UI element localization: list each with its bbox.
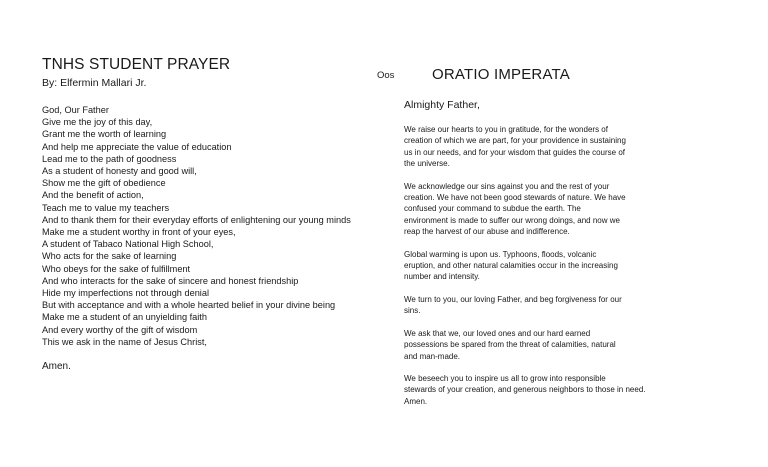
prayer-line: Grant me the worth of learning [42, 129, 167, 140]
prayer-line: But with acceptance and with a whole hearted belief in your divine being [42, 300, 336, 311]
student-prayer-byline: By: Elfermin Mallari Jr. [42, 77, 147, 89]
paragraph-line: number and intensity. [404, 272, 480, 282]
prayer-line: Make me a student worthy in front of your eyes, [42, 227, 236, 238]
oratio-paragraph [404, 181, 704, 238]
prayer-line: And who interacts for the sake of sincere and honest friendship [42, 275, 299, 286]
prayer-line: And the benefit of action, [42, 190, 144, 201]
prayer-line: Give me the joy of this day, [42, 117, 153, 128]
paragraph-line: We beseech you to inspire us all to grow into responsible [404, 373, 606, 383]
oratio-paragraph [404, 328, 704, 362]
paragraph-line: We turn to you, our loving Father, and beg forgiveness for our [404, 294, 622, 304]
oratio-greeting: Almighty Father, [404, 99, 480, 111]
student-prayer-title: TNHS STUDENT PRAYER [42, 56, 231, 73]
student-prayer-amen: Amen. [42, 361, 71, 373]
student-prayer-column [42, 56, 372, 372]
paragraph-line: We ask that we, our loved ones and our hard earned [404, 328, 591, 338]
paragraph-line: sins. [404, 306, 421, 316]
prayer-line: Teach me to value my teachers [42, 202, 170, 213]
oratio-paragraph [404, 373, 704, 407]
paragraph-line: eruption, and other natural calamities occur in the increasing [404, 261, 618, 271]
student-prayer-body [42, 104, 372, 348]
paragraph-line: reap the harvest of our abuse and indifference. [404, 227, 570, 237]
prayer-line: This we ask in the name of Jesus Christ, [42, 336, 207, 347]
paragraph-line: Amen. [404, 396, 428, 406]
paragraph-line: stewards of your creation, and generous neighbors to those in need. [404, 385, 646, 395]
prayer-line: And to thank them for their everyday efforts of enlightening our young minds [42, 214, 351, 225]
prayer-line: A student of Tabaco National High School, [42, 239, 214, 250]
prayer-line: Make me a student of an unyielding faith [42, 312, 207, 323]
paragraph-line: Global warming is upon us. Typhoons, floods, volcanic [404, 249, 597, 259]
paragraph-line: the universe. [404, 159, 450, 169]
prayer-line: And every worthy of the gift of wisdom [42, 324, 198, 335]
paragraph-line: We raise our hearts to you in gratitude, for the wonders of [404, 125, 608, 134]
prayer-line: Hide my imperfections not through denial [42, 288, 209, 299]
prayer-line: Show me the gift of obedience [42, 178, 166, 189]
paragraph-line: confused your command to subdue the earth. The [404, 204, 581, 214]
oratio-imperata-title: ORATIO IMPERATA [432, 66, 571, 83]
prayer-line: Lead me to the path of goodness [42, 153, 177, 164]
paragraph-line: environment is made to suffer our wrong doings, and now we [404, 215, 620, 225]
oratio-paragraph [404, 124, 704, 170]
paragraph-line: and man-made. [404, 351, 461, 361]
oratio-paragraph [404, 249, 704, 283]
paragraph-line: us in our needs, and for your wisdom that guides the course of [404, 147, 626, 157]
prayer-line: And help me appreciate the value of education [42, 141, 232, 152]
paragraph-line: We acknowledge our sins against you and the rest of your [404, 181, 610, 191]
prayer-line: Who obeys for the sake of fulfillment [42, 263, 191, 274]
prayer-line: As a student of honesty and good will, [42, 166, 197, 177]
prayer-line: God, Our Father [42, 105, 109, 115]
prayer-line: Who acts for the sake of learning [42, 251, 177, 262]
oratio-paragraph [404, 294, 704, 317]
oos-label: Oos [377, 70, 395, 81]
paragraph-line: creation. We have not been good stewards of nature. We have [404, 193, 626, 203]
paragraph-line: possessions be spared from the threat of calamities, natural [404, 340, 616, 350]
paragraph-line: creation of which we are part, for your providence in sustaining [404, 136, 626, 146]
oratio-imperata-column [404, 99, 704, 418]
